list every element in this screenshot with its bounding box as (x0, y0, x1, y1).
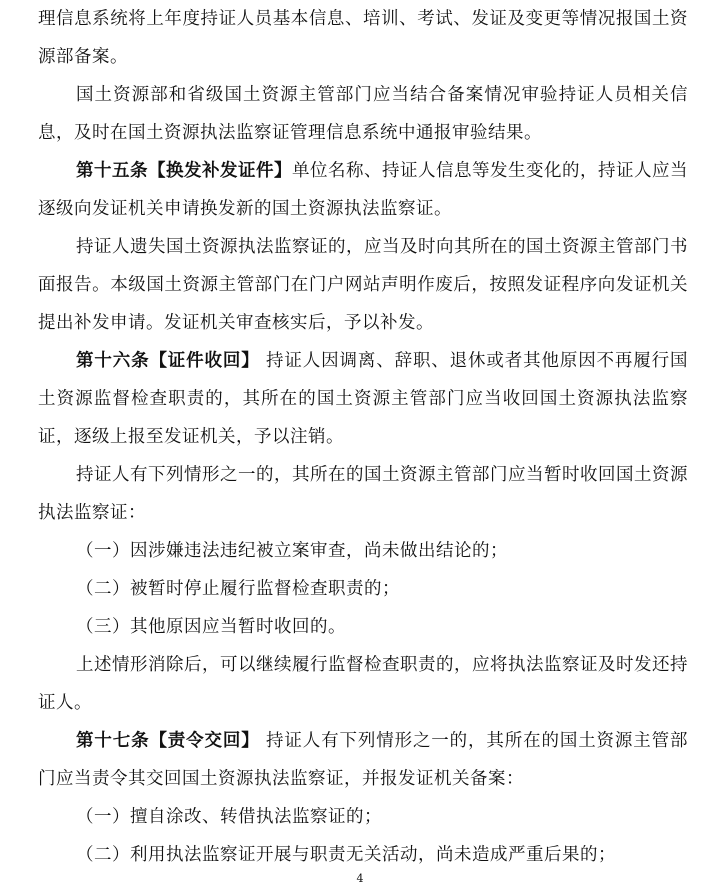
list-item-3: （三）其他原因应当暂时收回的。 (76, 617, 346, 637)
article-17-paragraph (38, 722, 688, 798)
paragraph-10: 上述情形消除后，可以继续履行监督检查职责的，应将执法监察证及时发还持证人。 (38, 655, 688, 713)
paragraph-2: 国土资源部和省级国土资源主管部门应当结合备案情况审验持证人员相关信息，及时在国土资源执法监察证管理信息系统中通报审验结果。 (38, 85, 688, 143)
list-item-1: （一）因涉嫌违法违纪被立案审查，尚未做出结论的； (76, 541, 508, 561)
article-15-heading: 第十五条【换发补发证件】 (76, 161, 292, 181)
article-17-text: 持证人有下列情形之一的，其所在的国土资源主管部门应当责令其交回国土资源执法监察证，并报发证机关备案： (38, 731, 689, 789)
list-item-5: （二）利用执法监察证开展与职责无关活动，尚未造成严重后果的； (76, 845, 616, 865)
article-15-paragraph (38, 152, 688, 228)
document-body (38, 0, 688, 874)
paragraph-6: 持证人有下列情形之一的，其所在的国土资源主管部门应当暂时收回国土资源执法监察证： (38, 465, 688, 523)
paragraph-1: 理信息系统将上年度持证人员基本信息、培训、考试、发证及变更等情况报国土资源部备案。 (38, 9, 688, 67)
list-item-2: （二）被暂时停止履行监督检查职责的； (76, 579, 400, 599)
article-16-text: 持证人因调离、辞职、退休或者其他原因不再履行国土资源监督检查职责的，其所在的国土资源主管部门应当收回国土资源执法监察证，逐级上报至发证机关，予以注销。 (38, 351, 689, 447)
article-17-heading: 第十七条【责令交回】 (76, 731, 260, 751)
list-item-4: （一）擅自涂改、转借执法监察证的； (76, 807, 382, 827)
article-15-text: 单位名称、持证人信息等发生变化的，持证人应当逐级向发证机关申请换发新的国土资源执法监察证。 (38, 161, 688, 219)
paragraph-4: 持证人遗失国土资源执法监察证的，应当及时向其所在的国土资源主管部门书面报告。本级国土资源主管部门在门户网站声明作废后，按照发证程序向发证机关提出补发申请。发证机关审查核实后，予以补发。 (38, 237, 688, 333)
page-number: 4 (356, 872, 364, 885)
article-16-paragraph (38, 342, 688, 456)
article-16-heading: 第十六条【证件收回】 (76, 351, 260, 371)
